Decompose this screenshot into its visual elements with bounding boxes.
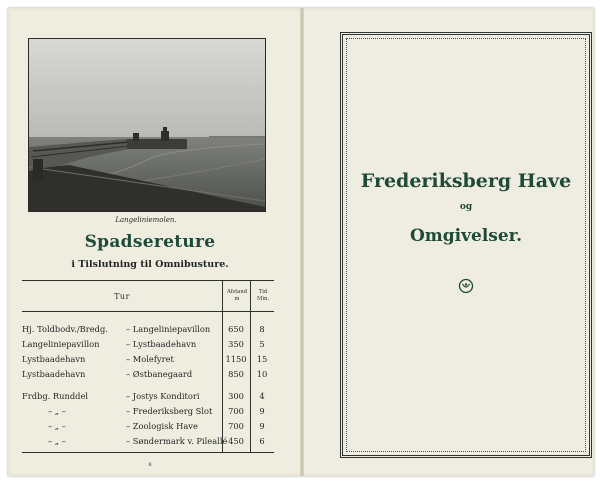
row-minutes: 5 xyxy=(259,339,265,349)
row-distance: 850 xyxy=(228,369,244,379)
row-minutes: 6 xyxy=(259,436,265,446)
row-to: – Zoologisk Have xyxy=(126,421,198,431)
row-from: Langeliniepavillon xyxy=(22,339,100,349)
row-from: – „ – xyxy=(48,406,66,416)
row-minutes: 4 xyxy=(259,391,265,401)
table-header xyxy=(22,281,274,312)
row-from: Lystbaadehavn xyxy=(22,354,86,364)
langelinie-pier-photo xyxy=(29,39,265,211)
photo-caption: Langeliniemolen. xyxy=(115,216,177,224)
row-from: – „ – xyxy=(48,436,66,446)
row-to: – Molefyret xyxy=(126,354,174,364)
header-afstand xyxy=(222,281,251,311)
row-distance: 700 xyxy=(228,406,244,416)
table-row xyxy=(22,322,274,337)
row-distance: 650 xyxy=(228,324,244,334)
row-distance: 300 xyxy=(228,391,244,401)
row-minutes: 10 xyxy=(256,369,268,379)
page-title: Spadsereture xyxy=(84,232,216,252)
table-row xyxy=(22,389,274,404)
right-page xyxy=(304,10,592,474)
header-tur: Tur xyxy=(114,291,130,301)
header-tid-label: Tid xyxy=(258,289,268,295)
row-to: – Lystbaadehavn xyxy=(126,339,197,349)
header-afstand-label: Afstand xyxy=(226,289,248,295)
row-to: – Jostys Konditori xyxy=(126,391,200,401)
row-minutes: 9 xyxy=(259,421,265,431)
cover-title: Frederiksberg Have xyxy=(360,170,572,192)
row-to: – Østbanegaard xyxy=(126,369,193,379)
row-from: Frdbg. Runddel xyxy=(22,391,89,401)
row-minutes: 9 xyxy=(259,406,265,416)
table-row xyxy=(22,404,274,419)
row-distance: 350 xyxy=(228,339,244,349)
row-from: Lystbaadehavn xyxy=(22,369,86,379)
header-tid xyxy=(250,281,275,311)
table-body xyxy=(22,312,274,452)
row-distance: 1150 xyxy=(225,354,247,364)
cover-subtitle: Omgivelser. xyxy=(410,226,522,246)
table-row xyxy=(22,352,274,367)
row-from: Hj. Toldbodv./Bredg. xyxy=(22,324,108,334)
table-row xyxy=(22,367,274,382)
row-to: – Langeliniepavillon xyxy=(126,324,211,334)
page-subtitle: i Tilslutning til Omnibusture. xyxy=(71,259,229,270)
harbor-photo xyxy=(28,38,266,212)
table-row xyxy=(22,419,274,434)
booklet-spread xyxy=(8,8,594,476)
header-afstand-unit: m xyxy=(234,296,240,302)
row-distance: 700 xyxy=(228,421,244,431)
table-row xyxy=(22,337,274,352)
row-distance: 450 xyxy=(228,436,244,446)
left-page xyxy=(10,10,300,474)
table-row xyxy=(22,434,274,449)
cover-conjunction: og xyxy=(459,202,473,212)
row-from: – „ – xyxy=(48,421,66,431)
header-tid-unit: Min. xyxy=(257,296,269,302)
row-to: – Frederiksberg Slot xyxy=(126,406,213,416)
publisher-emblem-icon xyxy=(458,278,474,294)
row-minutes: 15 xyxy=(256,354,268,364)
page-number: 8 xyxy=(148,462,152,468)
row-to: – Søndermark v. Pileallé xyxy=(126,436,228,446)
walks-table xyxy=(22,280,274,453)
row-minutes: 8 xyxy=(259,324,265,334)
